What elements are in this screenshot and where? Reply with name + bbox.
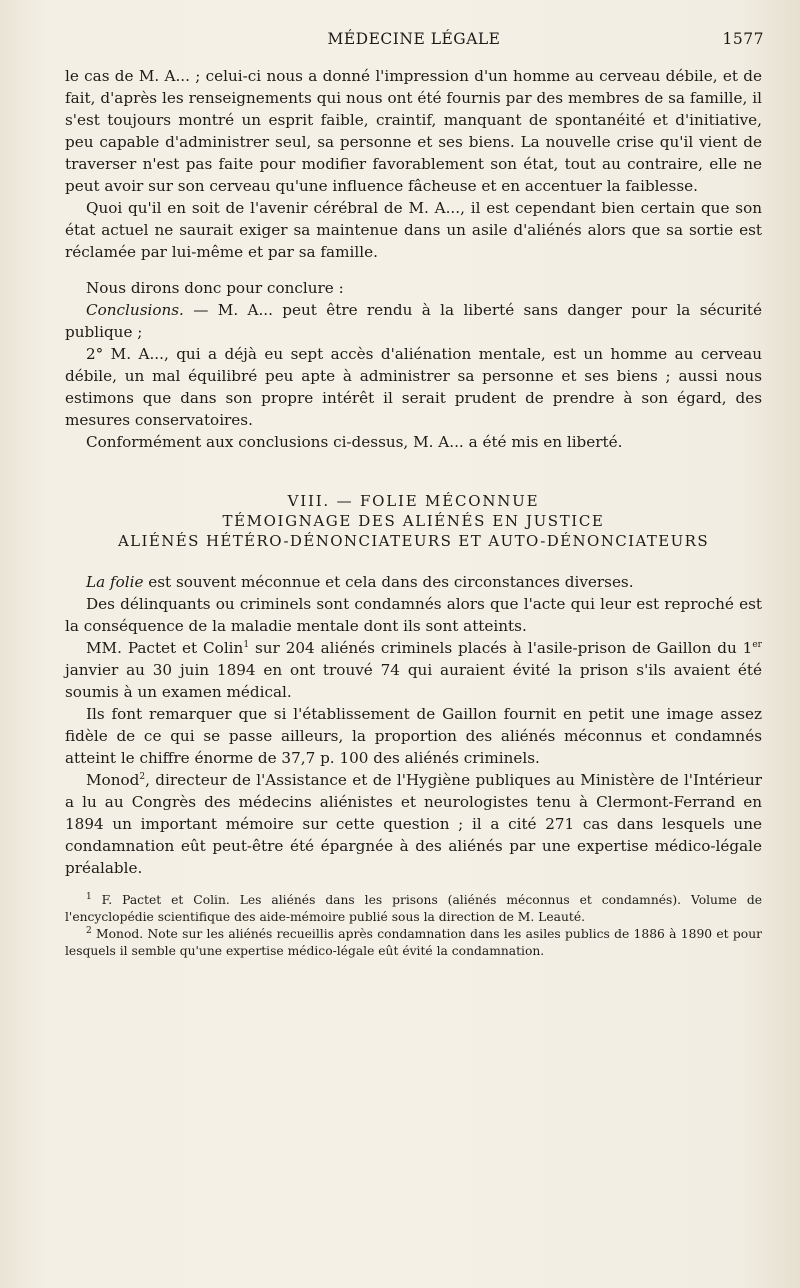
paragraph: Monod$^2$, directeur de l'Assistance et de l'Hygiène publiques au Ministère de l'Intérieur a lu au Congrès des médecins aliénistes et neurologistes tenu à Clermont-Ferrand en 1894 un important mémoire sur cette question ; il a cité 271 cas dans lesquels une condamnation eût peut-être été épargnée à des aliénés par une expertise médico-légale préalable. <box>65 771 762 877</box>
footnote-ref: 2 <box>139 771 146 782</box>
paragraph: le cas de M. A... ; celui-ci nous a donné l'impression d'un homme au cerveau débile, et de fait, d'après les renseignements qui nous ont été fournis par des membres de sa famille, il s'est toujours montré un esprit faible, craintif, manquant de spontanéité et d'initiative, peu capable d'administrer seul, sa personne et ses biens. La nouvelle crise qu'il vient de traverser n'est pas faite pour modifier favorablement son état, tout au contraire, elle ne peut avoir sur son cerveau qu'une influence fâcheuse et en accentuer la faiblesse. <box>65 67 762 195</box>
page-body <box>65 65 762 960</box>
conclusion-item-2: 2° M. A..., qui a déjà eu sept accès d'aliénation mentale, est un homme au cerveau débile, un mal équilibré peu apte à administrer sa personne et ses biens ; aussi nous estimons que dans son propre intérêt il serait prudent de prendre à son égard, des mesures conservatoires. <box>65 345 762 429</box>
footnote: $^2$ Monod. Note sur les aliénés recueillis après condamnation dans les asiles publics de 1886 à 1890 et pour lesquels il semble qu'une expertise médico-légale eût évité la condamnation. <box>65 925 762 958</box>
running-title: MÉDECINE LÉGALE <box>327 30 501 48</box>
footnote: $^1$ F. Pactet et Colin. Les aliénés dans les prisons (aliénés méconnus et condamnés). Volume de l'encyclopédie scientifique des aide-mémoire publié sous la direction de M. Leauté. <box>65 891 762 924</box>
paragraph: Des délinquants ou criminels sont condamnés alors que l'acte qui leur est reproché est la conséquence de la maladie mentale dont ils sont atteints. <box>65 595 762 635</box>
paragraph: MM. Pactet et Colin$^1$ sur 204 aliénés criminels placés à l'asile-prison de Gaillon du 1er janvier au 30 juin 1894 en ont trouvé 74 qui auraient évité la prison s'ils avaient été soumis à un examen médical. <box>65 639 762 701</box>
paragraph: Ils font remarquer que si l'établissement de Gaillon fournit en petit une image assez fidèle de ce qui se passe ailleurs, la proportion des aliénés méconnus et condamnés atteint le chiffre énorme de 37,7 p. 100 des aliénés criminels. <box>65 705 762 767</box>
footnote-ref: 1 <box>243 639 250 650</box>
running-header <box>64 30 764 52</box>
footnotes <box>65 892 762 960</box>
conclusion-final: Conformément aux conclusions ci-dessus, M. A... a été mis en liberté. <box>86 433 623 451</box>
section-title: VIII. — FOLIE MÉCONNUE <box>287 492 540 510</box>
paragraph: Quoi qu'il en soit de l'avenir cérébral de M. A..., il est cependant bien certain que son état actuel ne saurait exiger sa maintenue dans un asile d'aliénés alors que sa sortie est réclamée par lui-même et par sa famille. <box>65 199 762 261</box>
conclusion-item-1: Conclusions. — M. A... peut être rendu à la liberté sans danger pour la sécurité publique ; <box>65 301 762 341</box>
section-heading <box>65 491 762 551</box>
conclusion-intro: Nous dirons donc pour conclure : <box>86 279 344 297</box>
section-subtitle: ALIÉNÉS HÉTÉRO-DÉNONCIATEURS ET AUTO-DÉNONCIATEURS <box>117 532 710 550</box>
paragraph: La folie est souvent méconnue et cela dans des circonstances diverses. <box>86 573 634 591</box>
conclusion-label: Conclusions. <box>86 301 184 319</box>
section-subtitle: TÉMOIGNAGE DES ALIÉNÉS EN JUSTICE <box>222 512 605 530</box>
page-number: 1577 <box>722 30 764 48</box>
